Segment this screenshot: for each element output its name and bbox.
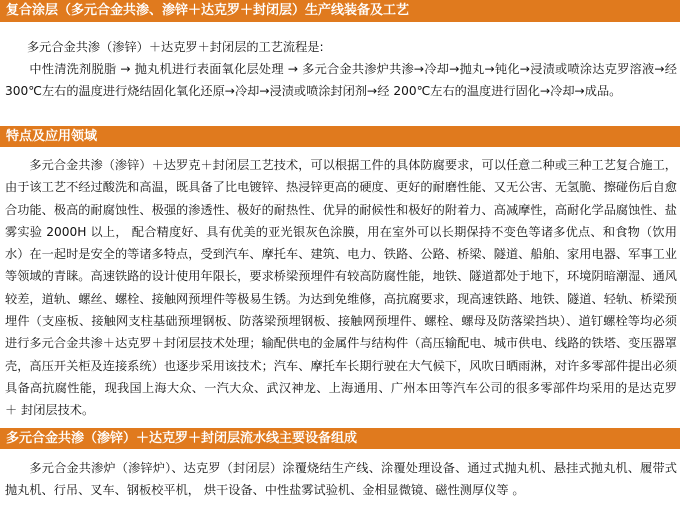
process-intro: 多元合金共渗（渗锌）＋达克罗＋封闭层的工艺流程是:	[27, 40, 324, 54]
section-title-equipment-list: 多元合金共渗（渗锌）＋达克罗＋封闭层流水线主要设备组成	[0, 428, 680, 449]
equipment-list-body: 多元合金共渗炉（渗锌炉）、达克罗（封闭层）涂覆烧结生产线、涂覆处理设备、通过式抛丸机、悬挂式抛丸机、履带式抛丸机、行吊、叉车、钢板校平机， 烘干设备、中性盐雾试验机、金相显微镜、磁性测厚仪等 。	[5, 461, 677, 498]
section-title-features: 特点及应用领域	[0, 126, 680, 147]
section-title-equipment-process: 复合涂层（多元合金共渗、渗锌＋达克罗＋封闭层）生产线装备及工艺	[0, 0, 680, 22]
features-body: 多元合金共渗（渗锌）＋达罗克＋封闭层工艺技术，可以根据工件的具体防腐要求，可以任意二种或三种工艺复合施工，由于该工艺不经过酸洗和高温，既具备了比电镀锌、热浸锌更高的硬度、更好的耐磨性能、又无公害、无氢脆、擦碰伤后自愈合功能、极高的耐腐蚀性、极强的渗透性、极好的耐热性、优异的耐候性和极好的附着力、高减摩性，高耐化学品腐蚀性、盐雾实验 2000H 以上， 配合精度好、具有优美的亚光银灰色涂膜，用在室外可以长期保持不变色等诸多优点、和食物（饮用水）在一起时是安全的等诸多特点，受到汽车、摩托车、建筑、电力、铁路、公路、桥梁、隧道、船舶、家用电器、军事工业等领域的青睐。高速铁路的设计使用年限长，要求桥梁预埋件有较高防腐性能，地铁、隧道都处于地下，环境阴暗潮湿、通风较差，道轨、螺丝、螺栓、接触网预埋件等极易生锈。为达到免维修，高抗腐要求，现高速铁路、地铁、隧道、轻轨、桥梁预埋件（支座板、接触网支柱基础预埋钢板、防落梁预埋钢板、接触网预埋件、螺栓、螺母及防落梁挡块）、道钉螺栓等均必须进行多元合金共渗＋达克罗＋封闭层技术处理；输配供电的金属件与结构件（高压输配电、城市供电、线路的铁塔、变压器罩壳，高压开关柜及连接系统）也逐步采用该技术；汽车、摩托车长期行驶在大气候下，风吹日晒雨淋，对许多零部件提出必须具备高抗腐性能，现我国上海大众、一汽大众、武汉神龙、上海通用、广州本田等汽车公司的很多零部件均采用的是达克罗 ＋ 封闭层技术。	[5, 158, 677, 418]
process-flow: 中性清洗剂脱脂 → 抛丸机进行表面氧化层处理 → 多元合金共渗炉共渗→冷却→抛丸→钝化→浸渍或喷涂达克罗溶液→经 300℃左右的温度进行烧结固化氧化还原→冷却→浸渍或喷涂封闭剂→经 200℃左右的温度进行固化→冷却→成品。	[5, 62, 677, 99]
